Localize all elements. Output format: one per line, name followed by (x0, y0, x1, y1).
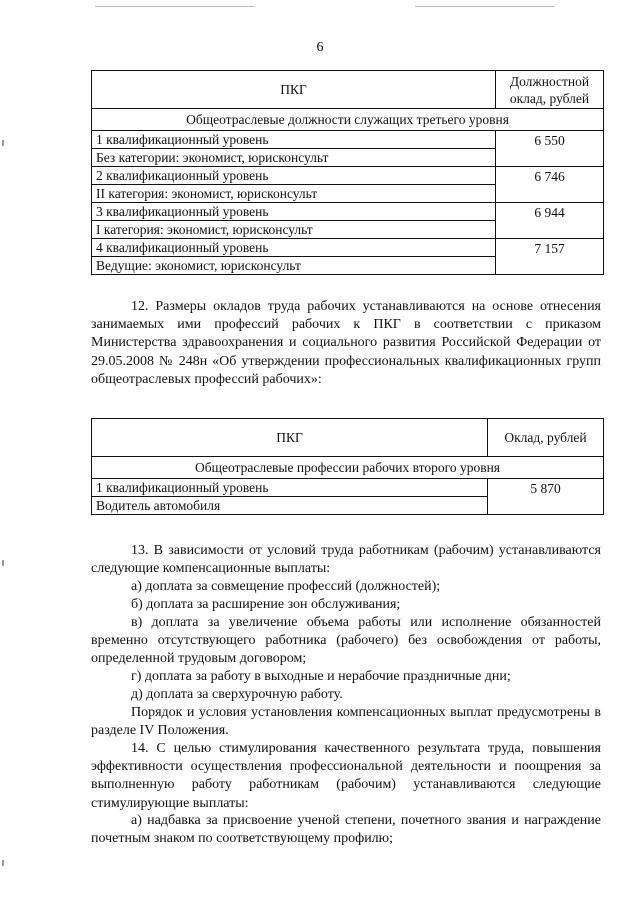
salary-cell: 5 870 (488, 479, 604, 515)
scan-edge-mark (415, 6, 555, 7)
list-item: д) доплата за сверхурочную работу. (131, 687, 343, 702)
section-title: Общеотраслевые должности служащих третьего уровня (92, 109, 604, 131)
salary-table-workers (91, 418, 604, 515)
page-number: 6 (316, 40, 324, 55)
paragraph-13: 13. В зависимости от условий труда работникам (рабочим) устанавливаются следующие компенсационные выплаты: (91, 543, 601, 577)
list-item: а) доплата за совмещение профессий (должностей); (131, 579, 441, 594)
position-cell: I категория: экономист, юрисконсульт (92, 221, 496, 239)
scan-edge-mark (95, 6, 255, 7)
paragraph-12: 12. Размеры окладов труда рабочих устанавливаются на основе отнесения занимаемых ими профессий рабочих к ПКГ в соответствии с приказом Министерства здравоохранения и социального развития Российской Федерации от 29.05.2008 № 248н «Об утверждении профессиональных квалификационных групп общеотраслевых профессий рабочих»: (91, 299, 601, 387)
salary-table-employees (91, 70, 604, 275)
scan-edge-mark (2, 860, 4, 866)
paragraph-13-order: Порядок и условия установления компенсационных выплат предусмотрены в разделе IV Положения. (91, 705, 601, 739)
position-cell: Ведущие: экономист, юрисконсульт (92, 257, 496, 275)
level-cell: 4 квалификационный уровень (92, 239, 496, 257)
scan-edge-mark (2, 140, 4, 146)
header-salary: Должностной оклад, рублей (496, 71, 604, 109)
salary-cell: 6 746 (496, 167, 604, 203)
section-title: Общеотраслевые профессии рабочих второго уровня (92, 457, 604, 479)
position-cell: II категория: экономист, юрисконсульт (92, 185, 496, 203)
position-cell: Без категории: экономист, юрисконсульт (92, 149, 496, 167)
level-cell: 2 квалификационный уровень (92, 167, 496, 185)
position-cell: Водитель автомобиля (92, 497, 488, 515)
list-item: г) доплата за работу в выходные и нерабочие праздничные дни; (131, 669, 511, 684)
level-cell: 1 квалификационный уровень (92, 479, 488, 497)
paragraph-14: 14. С целью стимулирования качественного результата труда, повышения эффективности осуществления профессиональной деятельности и поощрения за выполненную работу работникам (рабочим) устанавливаются следующие стимулирующие выплаты: (91, 741, 601, 811)
salary-cell: 7 157 (496, 239, 604, 275)
list-item: в) доплата за увеличение объема работы или исполнение обязанностей временно отсутствующего работника (рабочего) без освобождения от работы, определенной трудовым договором; (91, 615, 601, 667)
level-cell: 3 квалификационный уровень (92, 203, 496, 221)
salary-cell: 6 550 (496, 131, 604, 167)
list-item: б) доплата за расширение зон обслуживания; (131, 597, 401, 612)
scan-edge-mark (2, 560, 4, 566)
salary-cell: 6 944 (496, 203, 604, 239)
header-pkg: ПКГ (92, 71, 496, 109)
list-item: а) надбавка за присвоение ученой степени, почетного звания и награждение почетным знаком по соответствующему профилю; (91, 813, 601, 847)
header-pkg: ПКГ (92, 419, 488, 457)
header-salary: Оклад, рублей (488, 419, 604, 457)
level-cell: 1 квалификационный уровень (92, 131, 496, 149)
